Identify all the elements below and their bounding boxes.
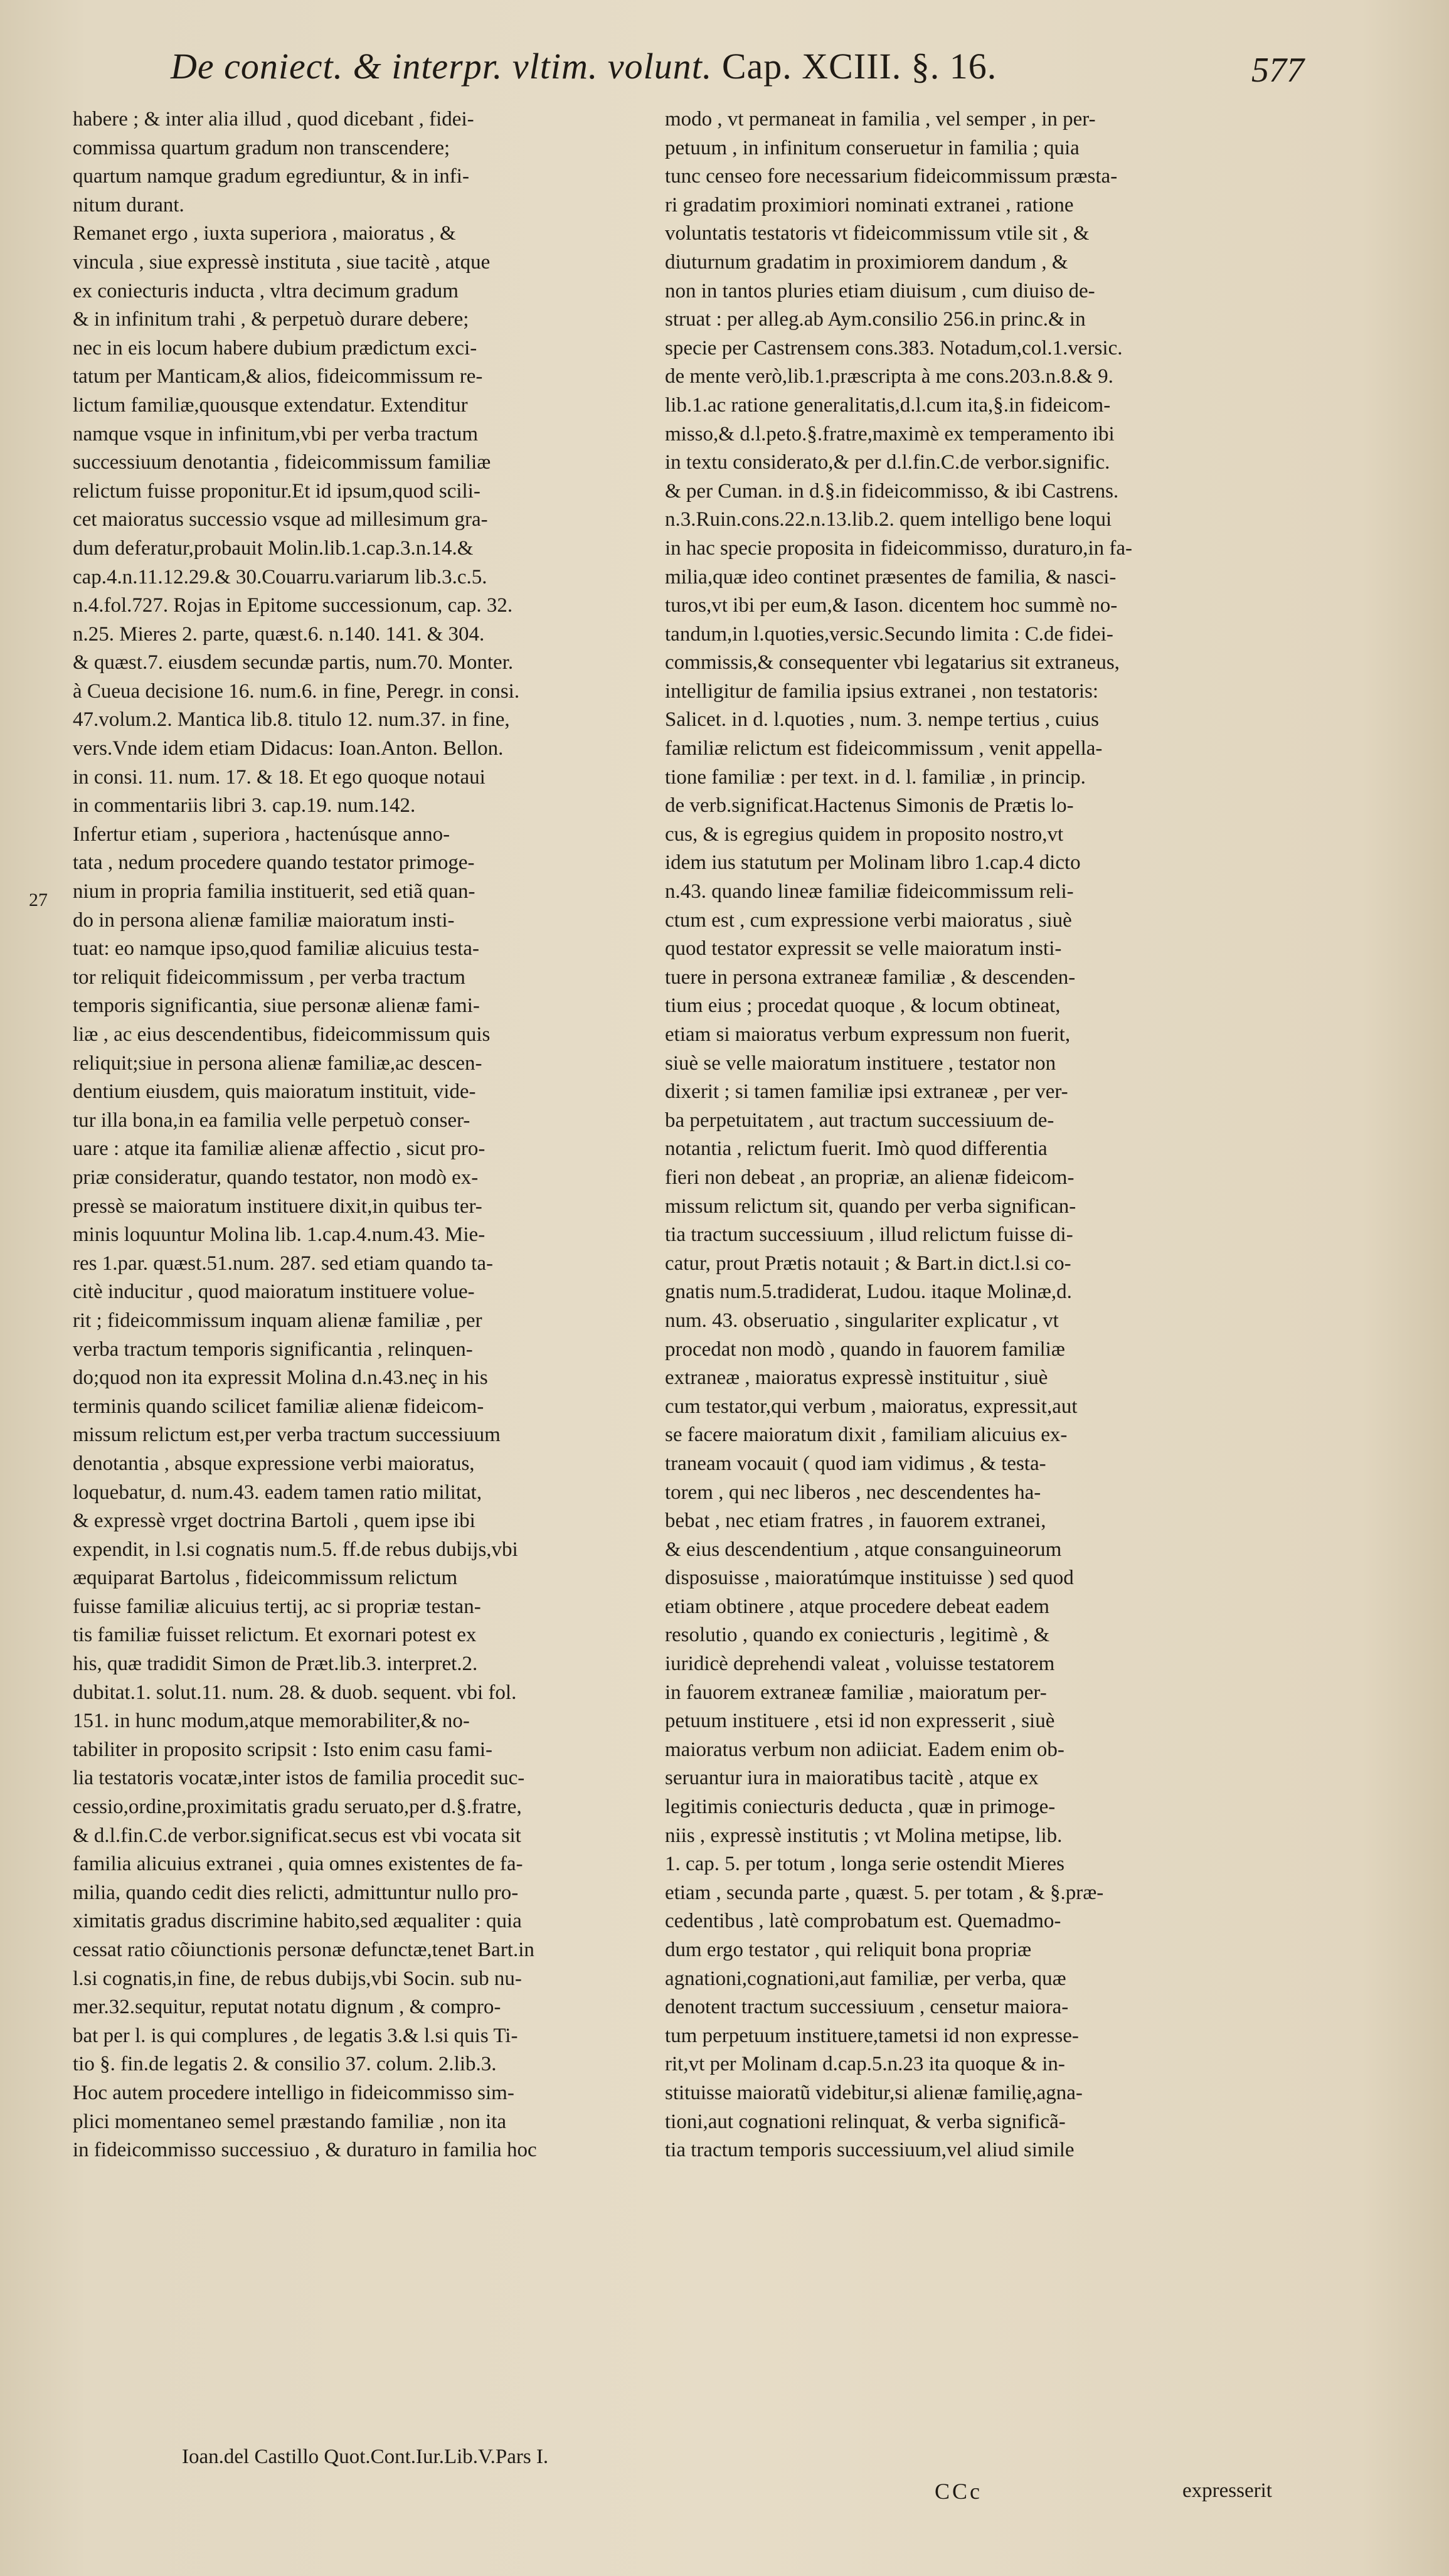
running-title (171, 45, 997, 87)
text-line: specie per Castrensem cons.383. Notadum,col.1.versic. (665, 336, 1123, 359)
text-line: & in infinitum trahi , & perpetuò durare debere; (73, 308, 469, 331)
text-line: plici momentaneo semel præstando familiæ , non ita (73, 2110, 507, 2133)
text-line: extraneæ , maioratus expressè instituitur , siuè (665, 1366, 1048, 1390)
text-line: Hoc autem procedere intelligo in fideicommisso sim- (73, 2081, 514, 2104)
text-line: loquebatur, d. num.43. eadem tamen ratio militat, (73, 1481, 482, 1504)
text-line: niis , expressè institutis ; vt Molina metipse, lib. (665, 1824, 1063, 1847)
text-line: expendit, in l.si cognatis num.5. ff.de rebus dubijs,vbi (73, 1538, 518, 1561)
text-line: & quæst.7. eiusdem secundæ partis, num.70. Monter. (73, 651, 514, 674)
text-line: etiam obtinere , atque procedere debeat eadem (665, 1595, 1049, 1618)
text-line: turos,vt ibi per eum,& Iason. dicentem hoc summè no- (665, 594, 1118, 617)
running-head (0, 45, 1449, 89)
text-line: denotantia , absque expressione verbi maioratus, (73, 1452, 475, 1475)
text-line: æquiparat Bartolus , fideicommissum relictum (73, 1567, 458, 1590)
text-line: tum perpetuum instituere,tametsi id non expresse- (665, 2024, 1079, 2047)
text-line: in hac specie proposita in fideicommisso, duraturo,in fa- (665, 536, 1133, 560)
text-line: diuturnum gradatim in proximiorem dandum , & (665, 250, 1068, 274)
text-line: habere ; & inter alia illud , quod dicebant , fidei- (73, 108, 474, 130)
text-line: non in tantos pluries etiam diuisum , cum diuiso de- (665, 279, 1095, 302)
text-line: petuum , in infinitum conseruetur in familia ; quia (665, 136, 1080, 159)
text-line: cus, & is egregius quidem in proposito nostro,vt (665, 822, 1064, 846)
text-line: terminis quando scilicet familiæ alienæ fideicom- (73, 1395, 484, 1418)
text-line: vers.Vnde idem etiam Didacus: Ioan.Anton. Bellon. (73, 737, 504, 760)
text-line: fuisse familiæ alicuius tertij, ac si propriæ testan- (73, 1595, 481, 1618)
text-line: uare : atque ita familiæ alienæ affectio , sicut pro- (73, 1137, 486, 1161)
text-line: siuè se velle maioratum instituere , testator non (665, 1051, 1056, 1075)
margin-note-number: 27 (29, 890, 48, 910)
text-line: seruantur iura in maioratibus tacitè , atque ex (665, 1767, 1039, 1790)
text-line: his, quæ tradidit Simon de Præt.lib.3. interpret.2. (73, 1653, 478, 1676)
text-line: n.43. quando lineæ familiæ fideicommissum reli- (665, 880, 1074, 903)
text-line: cedentibus , latè comprobatum est. Quemadmo- (665, 1910, 1061, 1933)
text-line: milia, quando cedit dies relicti, admittuntur nullo pro- (73, 1881, 519, 1904)
text-line: etiam , secunda parte , quæst. 5. per totam , & §.præ- (665, 1881, 1104, 1904)
text-line: vincula , siue expressè instituta , siue tacitè , atque (73, 250, 491, 274)
text-line: idem ius statutum per Molinam libro 1.cap.4 dicto (665, 851, 1081, 875)
text-line: quartum namque gradum egrediuntur, & in infi- (73, 165, 469, 188)
text-line: res 1.par. quæst.51.num. 287. sed etiam quando ta- (73, 1252, 493, 1275)
text-line: ctum est , cum expressione verbi maioratus , siuè (665, 908, 1072, 932)
text-line: tium eius ; procedat quoque , & locum obtineat, (665, 994, 1061, 1018)
text-line: lib.1.ac ratione generalitatis,d.l.cum ita,§.in fideicom- (665, 393, 1111, 417)
text-line: ximitatis gradus discrimine habito,sed æqualiter : quia (73, 1910, 522, 1933)
text-line: & eius descendentium , atque consanguineorum (665, 1538, 1062, 1561)
left-text-column (73, 105, 636, 2165)
text-line: tatum per Manticam,& alios, fideicommissum re- (73, 365, 483, 388)
text-line: in commentariis libri 3. cap.19. num.142. (73, 794, 416, 817)
text-line: dum deferatur,probauit Molin.lib.1.cap.3.n.14.& (73, 536, 474, 560)
catchword: expresserit (1182, 2479, 1272, 2502)
text-line: dentium eiusdem, quis maioratum instituit, vide- (73, 1080, 476, 1104)
text-line: in textu considerato,& per d.l.fin.C.de verbor.signific. (665, 451, 1110, 474)
text-line: ri gradatim proximiori nominati extranei , ratione (665, 193, 1074, 216)
text-line: priæ consideratur, quando testator, non modò ex- (73, 1166, 479, 1189)
text-line: tunc censeo fore necessarium fideicommissum præsta- (665, 165, 1118, 188)
text-line: num. 43. obseruatio , singulariter explicatur , vt (665, 1309, 1059, 1332)
text-line: à Cueua decisione 16. num.6. in fine, Peregr. in consi. (73, 679, 520, 703)
text-line: familia alicuius extranei , quia omnes existentes de fa- (73, 1853, 523, 1876)
text-line: missum relictum sit, quando per verba significan- (665, 1195, 1076, 1218)
text-line: dubitat.1. solut.11. num. 28. & duob. sequent. vbi fol. (73, 1681, 517, 1704)
text-line: quod testator expressit se velle maioratum insti- (665, 937, 1062, 961)
text-line: tis familiæ fuisset relictum. Et exornari potest ex (73, 1624, 477, 1647)
text-line: torem , qui nec liberos , nec descendentes ha- (665, 1481, 1041, 1504)
text-line: cum testator,qui verbum , maioratus, expressit,aut (665, 1395, 1078, 1418)
text-line: tur illa bona,in ea familia velle perpetuò conser- (73, 1109, 470, 1132)
text-line: tandum,in l.quoties,versic.Secundo limita : C.de fidei- (665, 622, 1113, 646)
text-line: voluntatis testatoris vt fideicommissum vtile sit , & (665, 222, 1090, 245)
text-line: relictum fuisse proponitur.Et id ipsum,quod scili- (73, 479, 480, 503)
text-line: verba tractum temporis significantia , relinquen- (73, 1338, 473, 1361)
text-line: dum ergo testator , qui reliquit bona propriæ (665, 1939, 1032, 1961)
text-line: dixerit ; si tamen familiæ ipsi extraneæ , per ver- (665, 1080, 1068, 1104)
text-line: commissa quartum gradum non transcendere; (73, 136, 450, 159)
text-line: catur, prout Prætis notauit ; & Bart.in dict.l.si co- (665, 1252, 1071, 1275)
text-line: notantia , relictum fuerit. Imò quod differentia (665, 1137, 1048, 1161)
text-line: tia tractum temporis successiuum,vel aliud simile (665, 2139, 1075, 2162)
text-line: do;quod non ita expressit Molina d.n.43.neç in his (73, 1366, 488, 1390)
text-line: cet maioratus successio vsque ad millesimum gra- (73, 508, 488, 531)
text-line: in fauorem extraneæ familiæ , maioratum per- (665, 1681, 1047, 1704)
text-line: milia,quæ ideo continet præsentes de familia, & nasci- (665, 565, 1117, 588)
text-line: tuere in persona extraneæ familiæ , & descenden- (665, 966, 1076, 989)
text-line: commissis,& consequenter vbi legatarius sit extraneus, (665, 651, 1120, 674)
text-line: & d.l.fin.C.de verbor.significat.secus est vbi vocata sit (73, 1824, 521, 1847)
text-line: mer.32.sequitur, reputat notatu dignum , & compro- (73, 1996, 501, 2019)
text-line: nitum durant. (73, 193, 184, 216)
text-line: cap.4.n.11.12.29.& 30.Couarru.variarum lib.3.c.5. (73, 565, 487, 588)
text-line: gnatis num.5.tradiderat, Ludou. itaque Molinæ,d. (665, 1280, 1072, 1304)
text-line: tione familiæ : per text. in d. l. familiæ , in princip. (665, 765, 1086, 789)
text-line: familiæ relictum est fideicommissum , venit appella- (665, 737, 1103, 760)
text-line: bebat , nec etiam fratres , in fauorem extranei, (665, 1509, 1046, 1533)
text-line: de mente verò,lib.1.præscripta à me cons.203.n.8.& 9. (665, 365, 1113, 388)
text-line: intelligitur de familia ipsius extranei , non testatoris: (665, 679, 1099, 703)
text-line: minis loquuntur Molina lib. 1.cap.4.num.43. Mie- (73, 1223, 486, 1247)
text-line: tia tractum successiuum , illud relictum fuisse di- (665, 1223, 1073, 1247)
text-line: traneam vocauit ( quod iam vidimus , & testa- (665, 1452, 1046, 1475)
text-line: petuum instituere , etsi id non expresserit , siuè (665, 1710, 1055, 1733)
text-line: 47.volum.2. Mantica lib.8. titulo 12. num.37. in fine, (73, 708, 510, 732)
text-line: 151. in hunc modum,atque memorabiliter,& no- (73, 1710, 470, 1733)
text-line: se facere maioratum dixit , familiam alicuius ex- (665, 1424, 1068, 1447)
text-line: agnationi,cognationi,aut familiæ, per verba, quæ (665, 1967, 1066, 1990)
text-line: citè inducitur , quod maioratum instituere volue- (73, 1280, 475, 1304)
text-line: disposuisse , maioratúmque instituisse ) sed quod (665, 1567, 1074, 1590)
text-line: cessat ratio cõiunctionis personæ defunctæ,tenet Bart.in (73, 1939, 534, 1961)
text-line: modo , vt permaneat in familia , vel semper , in per- (665, 108, 1096, 130)
text-line: lictum familiæ,quousque extendatur. Extenditur (73, 393, 468, 417)
text-line: n.3.Ruin.cons.22.n.13.lib.2. quem intelligo bene loqui (665, 508, 1112, 531)
text-line: tio §. fin.de legatis 2. & consilio 37. colum. 2.lib.3. (73, 2053, 497, 2076)
text-line: namque vsque in infinitum,vbi per verba tractum (73, 422, 479, 445)
text-line: stituisse maioratũ videbitur,si alienæ familię,agna- (665, 2081, 1083, 2104)
page-number: 577 (1251, 51, 1304, 90)
text-line: rit,vt per Molinam d.cap.5.n.23 ita quoque & in- (665, 2053, 1065, 2076)
text-line: bat per l. is qui complures , de legatis 3.& l.si quis Ti- (73, 2024, 518, 2047)
text-line: in fideicommisso successiuo , & duraturo in familia hoc (73, 2139, 537, 2162)
text-line: etiam si maioratus verbum expressum non fuerit, (665, 1023, 1071, 1046)
text-line: Remanet ergo , iuxta superiora , maioratus , & (73, 222, 456, 245)
text-line: iuridicè deprehendi valeat , voluisse testatorem (665, 1653, 1055, 1676)
text-line: do in persona alienæ familiæ maioratum insti- (73, 908, 455, 932)
text-line: liæ , ac eius descendentibus, fideicommissum quis (73, 1023, 491, 1046)
text-line: maioratus verbum non adiiciat. Eadem enim ob- (665, 1738, 1064, 1761)
text-line: tor reliquit fideicommissum , per verba tractum (73, 966, 465, 989)
text-line: Salicet. in d. l.quoties , num. 3. nempe tertius , cuius (665, 708, 1099, 732)
text-line: denotent tractum successiuum , censetur maiora- (665, 1996, 1069, 2019)
text-line: tuat: eo namque ipso,quod familiæ alicuius testa- (73, 937, 479, 961)
text-line: missum relictum est,per verba tractum successiuum (73, 1424, 501, 1447)
text-line: cessio,ordine,proximitatis gradu seruato,per d.§.fratre, (73, 1796, 522, 1819)
text-line: procedat non modò , quando in fauorem familiæ (665, 1338, 1065, 1361)
text-line: & expressè vrget doctrina Bartoli , quem ipse ibi (73, 1509, 475, 1533)
text-line: 1. cap. 5. per totum , longa serie ostendit Mieres (665, 1853, 1064, 1876)
signature-mark: CCc (935, 2479, 983, 2504)
text-line: tabiliter in proposito scripsit : Isto enim casu fami- (73, 1738, 493, 1761)
text-line: legitimis coniecturis deducta , quæ in primoge- (665, 1796, 1056, 1819)
text-line: lia testatoris vocatæ,inter istos de familia procedit suc- (73, 1767, 525, 1790)
text-line: successiuum denotantia , fideicommissum familiæ (73, 451, 491, 474)
text-line: resolutio , quando ex coniecturis , legitimè , & (665, 1624, 1050, 1647)
text-line: fieri non debeat , an propriæ, an alienæ fideicom- (665, 1166, 1075, 1189)
running-title-text: De coniect. & interpr. vltim. volunt. (171, 46, 713, 87)
text-line: ex coniecturis inducta , vltra decimum gradum (73, 279, 459, 302)
text-line: in consi. 11. num. 17. & 18. Et ego quoque notaui (73, 765, 486, 789)
text-line: reliquit;siue in persona alienæ familiæ,ac descen- (73, 1051, 482, 1075)
chapter-reference: Cap. XCIII. §. 16. (721, 46, 997, 87)
text-line: & per Cuman. in d.§.in fideicommisso, & ibi Castrens. (665, 479, 1119, 503)
right-text-column (665, 105, 1291, 2165)
text-line: tata , nedum procedere quando testator primoge- (73, 851, 475, 875)
text-line: tioni,aut cognationi relinquat, & verba significã- (665, 2110, 1066, 2133)
text-line: misso,& d.l.peto.§.fratre,maximè ex temperamento ibi (665, 422, 1115, 445)
text-line: ba perpetuitatem , aut tractum successiuum de- (665, 1109, 1054, 1132)
text-line: rit ; fideicommissum inquam alienæ familiæ , per (73, 1309, 482, 1332)
author-line: Ioan.del Castillo Quot.Cont.Iur.Lib.V.Pars I. (182, 2446, 549, 2468)
text-line: n.4.fol.727. Rojas in Epitome successionum, cap. 32. (73, 594, 513, 617)
text-line: Infertur etiam , superiora , hactenúsque anno- (73, 822, 450, 846)
text-line: l.si cognatis,in fine, de rebus dubijs,vbi Socin. sub nu- (73, 1967, 522, 1990)
text-line: nec in eis locum habere dubium prædictum exci- (73, 336, 477, 359)
text-line: de verb.significat.Hactenus Simonis de Prætis lo- (665, 794, 1074, 817)
text-line: n.25. Mieres 2. parte, quæst.6. n.140. 141. & 304. (73, 622, 485, 646)
text-line: temporis significantia, siue personæ alienæ fami- (73, 994, 480, 1018)
text-line: struat : per alleg.ab Aym.consilio 256.in princ.& in (665, 308, 1086, 331)
text-line: pressè se maioratum instituere dixit,in quibus ter- (73, 1195, 482, 1218)
text-line: nium in propria familia instituerit, sed etiã quan- (73, 880, 475, 903)
